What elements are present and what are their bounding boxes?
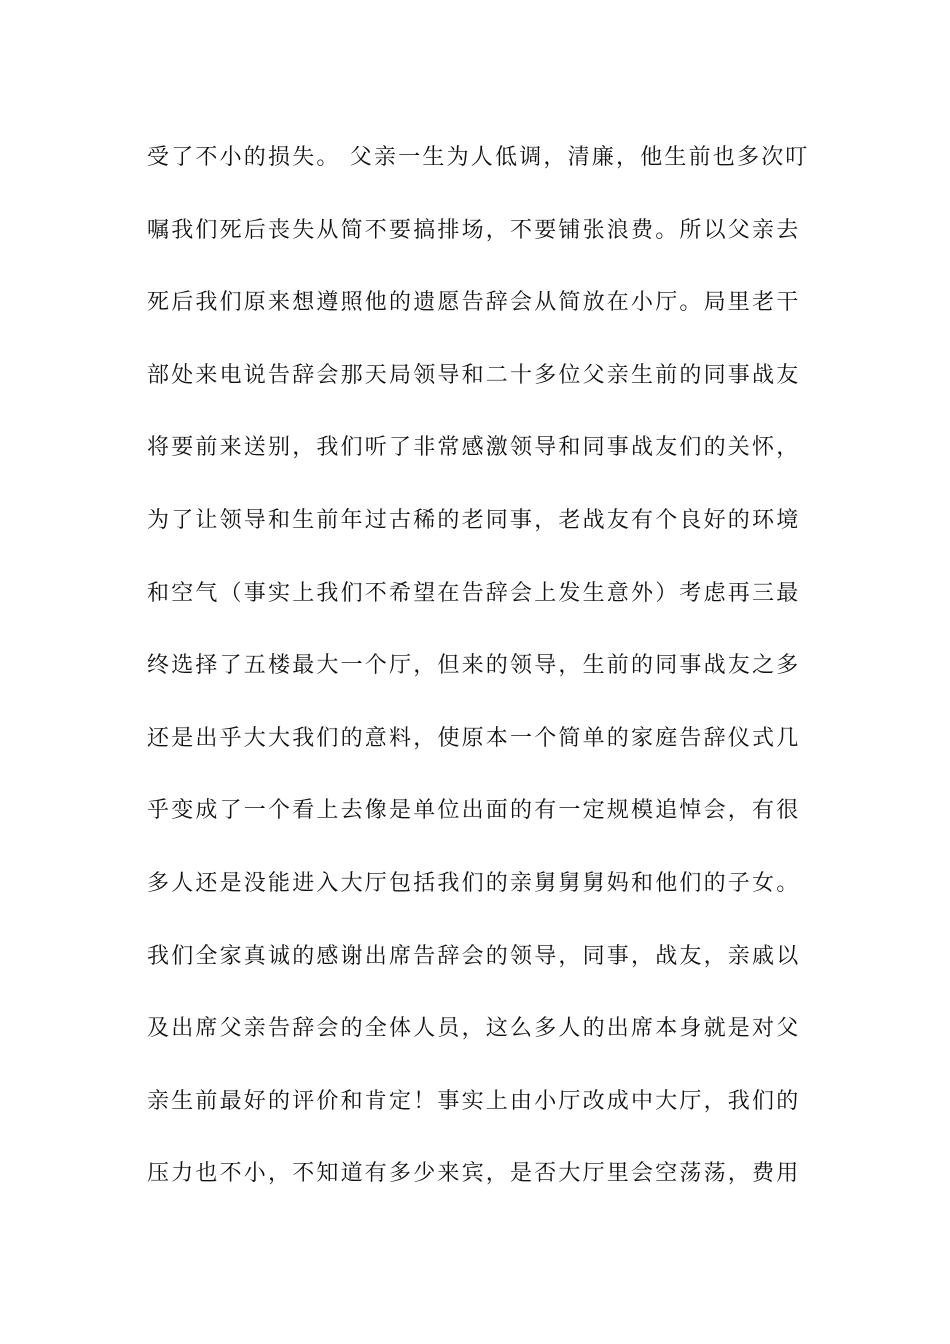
text-line: 为了让领导和生前年过古稀的老同事，老战友有个良好的环境 [147,507,801,533]
text-line: 和空气（事实上我们不希望在告辞会上发生意外）考虑再三最 [147,580,801,606]
text-line: 乎变成了一个看上去像是单位出面的有一定规模追悼会，有很 [147,798,801,824]
text-line: 受了不小的损失。 父亲一生为人低调，清廉，他生前也多次叮 [147,145,810,170]
document-body [147,132,810,1221]
text-line: 还是出乎大大我们的意料，使原本一个简单的家庭告辞仪式几 [147,725,801,751]
text-line: 压力也不小，不知道有多少来宾，是否大厅里会空荡荡，费用 [147,1161,801,1187]
text-line: 亲生前最好的评价和肯定！事实上由小厅改成中大厅，我们的 [147,1088,801,1114]
text-line: 我们全家真诚的感谢出席告辞会的领导，同事，战友，亲戚以 [147,943,801,969]
text-line: 嘱我们死后丧失从简不要搞排场，不要铺张浪费。所以父亲去 [147,217,801,243]
text-line: 多人还是没能进入大厅包括我们的亲舅舅舅妈和他们的子女。 [147,870,801,896]
text-line: 及出席父亲告辞会的全体人员，这么多人的出席本身就是对父 [147,1016,801,1042]
text-line: 部处来电说告辞会那天局领导和二十多位父亲生前的同事战友 [147,362,801,388]
text-line: 终选择了五楼最大一个厅，但来的领导，生前的同事战友之多 [147,653,801,679]
text-line: 死后我们原来想遵照他的遗愿告辞会从简放在小厅。局里老干 [147,290,801,316]
text-line: 将要前来送别，我们听了非常感激领导和同事战友们的关怀， [147,435,801,461]
